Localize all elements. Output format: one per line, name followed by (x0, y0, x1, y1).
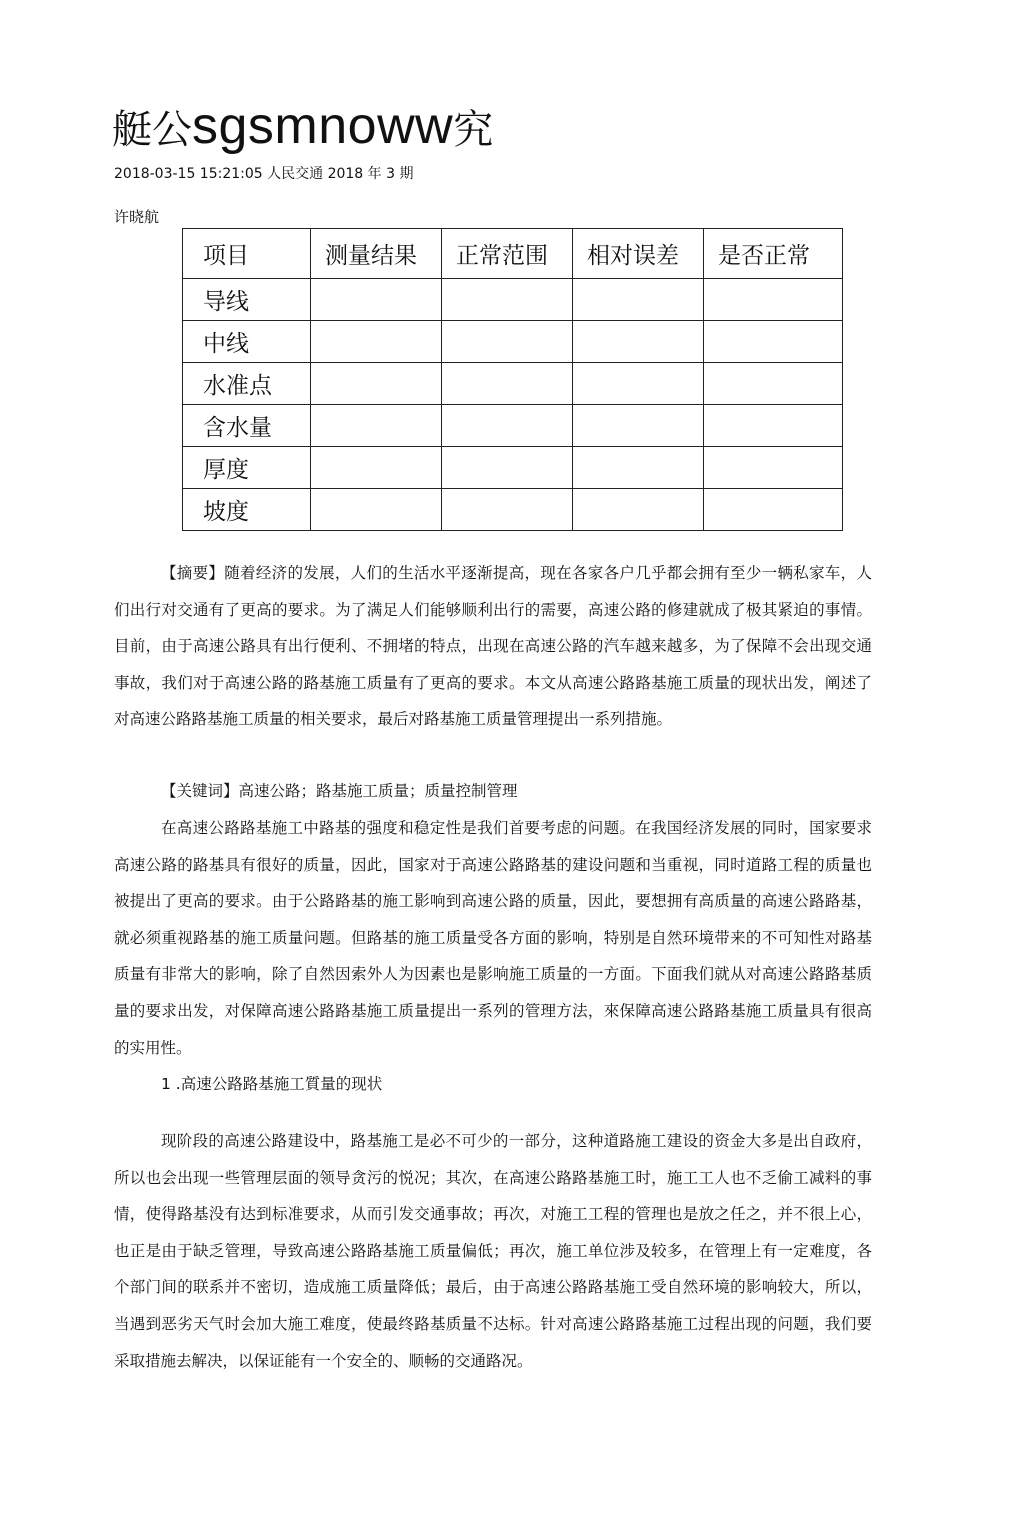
table-cell (311, 321, 442, 363)
table-header-cell: 项目 (183, 229, 311, 279)
table-header-cell: 测量结果 (311, 229, 442, 279)
table-cell (311, 489, 442, 531)
table-row-label: 含水量 (183, 405, 311, 447)
intro-paragraph: 在高速公路路基施工中路基的强度和稳定性是我们首要考虑的问题。在我国经济发展的同时，国家要求高速公路的路基具有很好的质量，因此，国家对于高速公路路基的建设问题和当重视，同时道路工程的质量也被提出了更高的要求。由于公路路基的施工影响到高速公路的质量，因此，要想拥有高质量的高速公路路基，就必须重视路基的施工质量问题。但路基的施工质量受各方面的影响，特别是自然环境带来的不可知性对路基质量有非常大的影响，除了自然因索外人为因素也是影响施工质量的一方面。下面我们就从对高速公路路基质量的要求出发，对保障高速公路路基施工质量提出一系列的管理方法，來保障高速公路路基施工质量具有很高的实用性。 (114, 819, 872, 1057)
table-row (183, 489, 843, 531)
table-row (183, 363, 843, 405)
table-cell (704, 405, 843, 447)
table-cell (442, 447, 573, 489)
table-row-label: 导线 (183, 279, 311, 321)
table-cell (442, 405, 573, 447)
table-row-label: 中线 (183, 321, 311, 363)
title-latin: sgsmnoww (192, 97, 454, 155)
table-cell (704, 321, 843, 363)
table-row (183, 405, 843, 447)
title-suffix: 究 (453, 107, 494, 153)
section-1-paragraph: 现阶段的高速公路建设中，路基施工是必不可少的一部分，这种道路施工建设的资金大多是出自政府，所以也会出现一些管理层面的领导贪污的悦况；其次，在高速公路路基施工时，施工工人也不乏偷工减料的事情，使得路基没有达到标准要求，从而引发交通事故；再次，对施工工程的管理也是放之任之，并不很上心，也正是由于缺乏管理，导致高速公路路基施工质量偏低；再次，施工单位涉及较多，在管理上有一定难度，各个部门间的联系并不密切，造成施工质量降低；最后，由于高速公路路基施工受自然环境的影响较大，所以，当遇到恶劣天气时会加大施工难度，使最终路基质量不达标。针对高速公路路基施工过程出现的问题，我们要采取措施去解决，以保证能有一个安全的、顺畅的交通路况。 (114, 1132, 872, 1370)
publish-meta: 2018-03-15 15:21:05 人民交通 2018 年 3 期 (114, 166, 414, 182)
table-cell (704, 447, 843, 489)
table-cell (311, 363, 442, 405)
table-header-cell: 相对误差 (573, 229, 704, 279)
table-row-label: 水准点 (183, 363, 311, 405)
table-row (183, 279, 843, 321)
table-cell (442, 321, 573, 363)
section-1-heading: 1 .高速公路路基施工質量的现状 (161, 1075, 383, 1093)
table-cell (704, 363, 843, 405)
table-cell (704, 489, 843, 531)
table-cell (311, 405, 442, 447)
table-cell (311, 279, 442, 321)
table-cell (442, 279, 573, 321)
table-cell (704, 279, 843, 321)
table-row (183, 447, 843, 489)
table-cell (573, 447, 704, 489)
table-row (183, 321, 843, 363)
table-header-cell: 正常范围 (442, 229, 573, 279)
table-cell (442, 363, 573, 405)
abstract-paragraph: 【摘要】随着经济的发展，人们的生活水平逐渐提高，现在各家各户几乎都会拥有至少一辆私家车，人们出行对交通有了更高的要求。为了满足人们能够顺利出行的需要，高速公路的修建就成了极其紧迫的事情。目前，由于高速公路具有出行便利、不拥堵的特点，出现在高速公路的汽车越来越多，为了保障不会出现交通事故，我们对于高速公路的路基施工质量有了更高的要求。本文从高速公路路基施工质量的现状出发，阐述了对高速公路路基施工质量的相关要求，最后对路基施工质量管理提出一系列措施。 (114, 564, 872, 729)
table-header-row (183, 229, 843, 279)
table-cell (573, 405, 704, 447)
table-cell (573, 321, 704, 363)
title-prefix: 艇公 (112, 107, 192, 153)
table-header-cell: 是否正常 (704, 229, 843, 279)
table-row-label: 厚度 (183, 447, 311, 489)
table-cell (573, 489, 704, 531)
table-cell (311, 447, 442, 489)
measurement-table (182, 228, 843, 531)
keywords-paragraph: 【关键词】高速公路；路基施工质量；质量控制管理 (161, 782, 518, 800)
table-cell (573, 363, 704, 405)
table-cell (442, 489, 573, 531)
article-title (112, 96, 493, 160)
table-row-label: 坡度 (183, 489, 311, 531)
table-cell (573, 279, 704, 321)
author-name: 许晓航 (114, 208, 160, 226)
